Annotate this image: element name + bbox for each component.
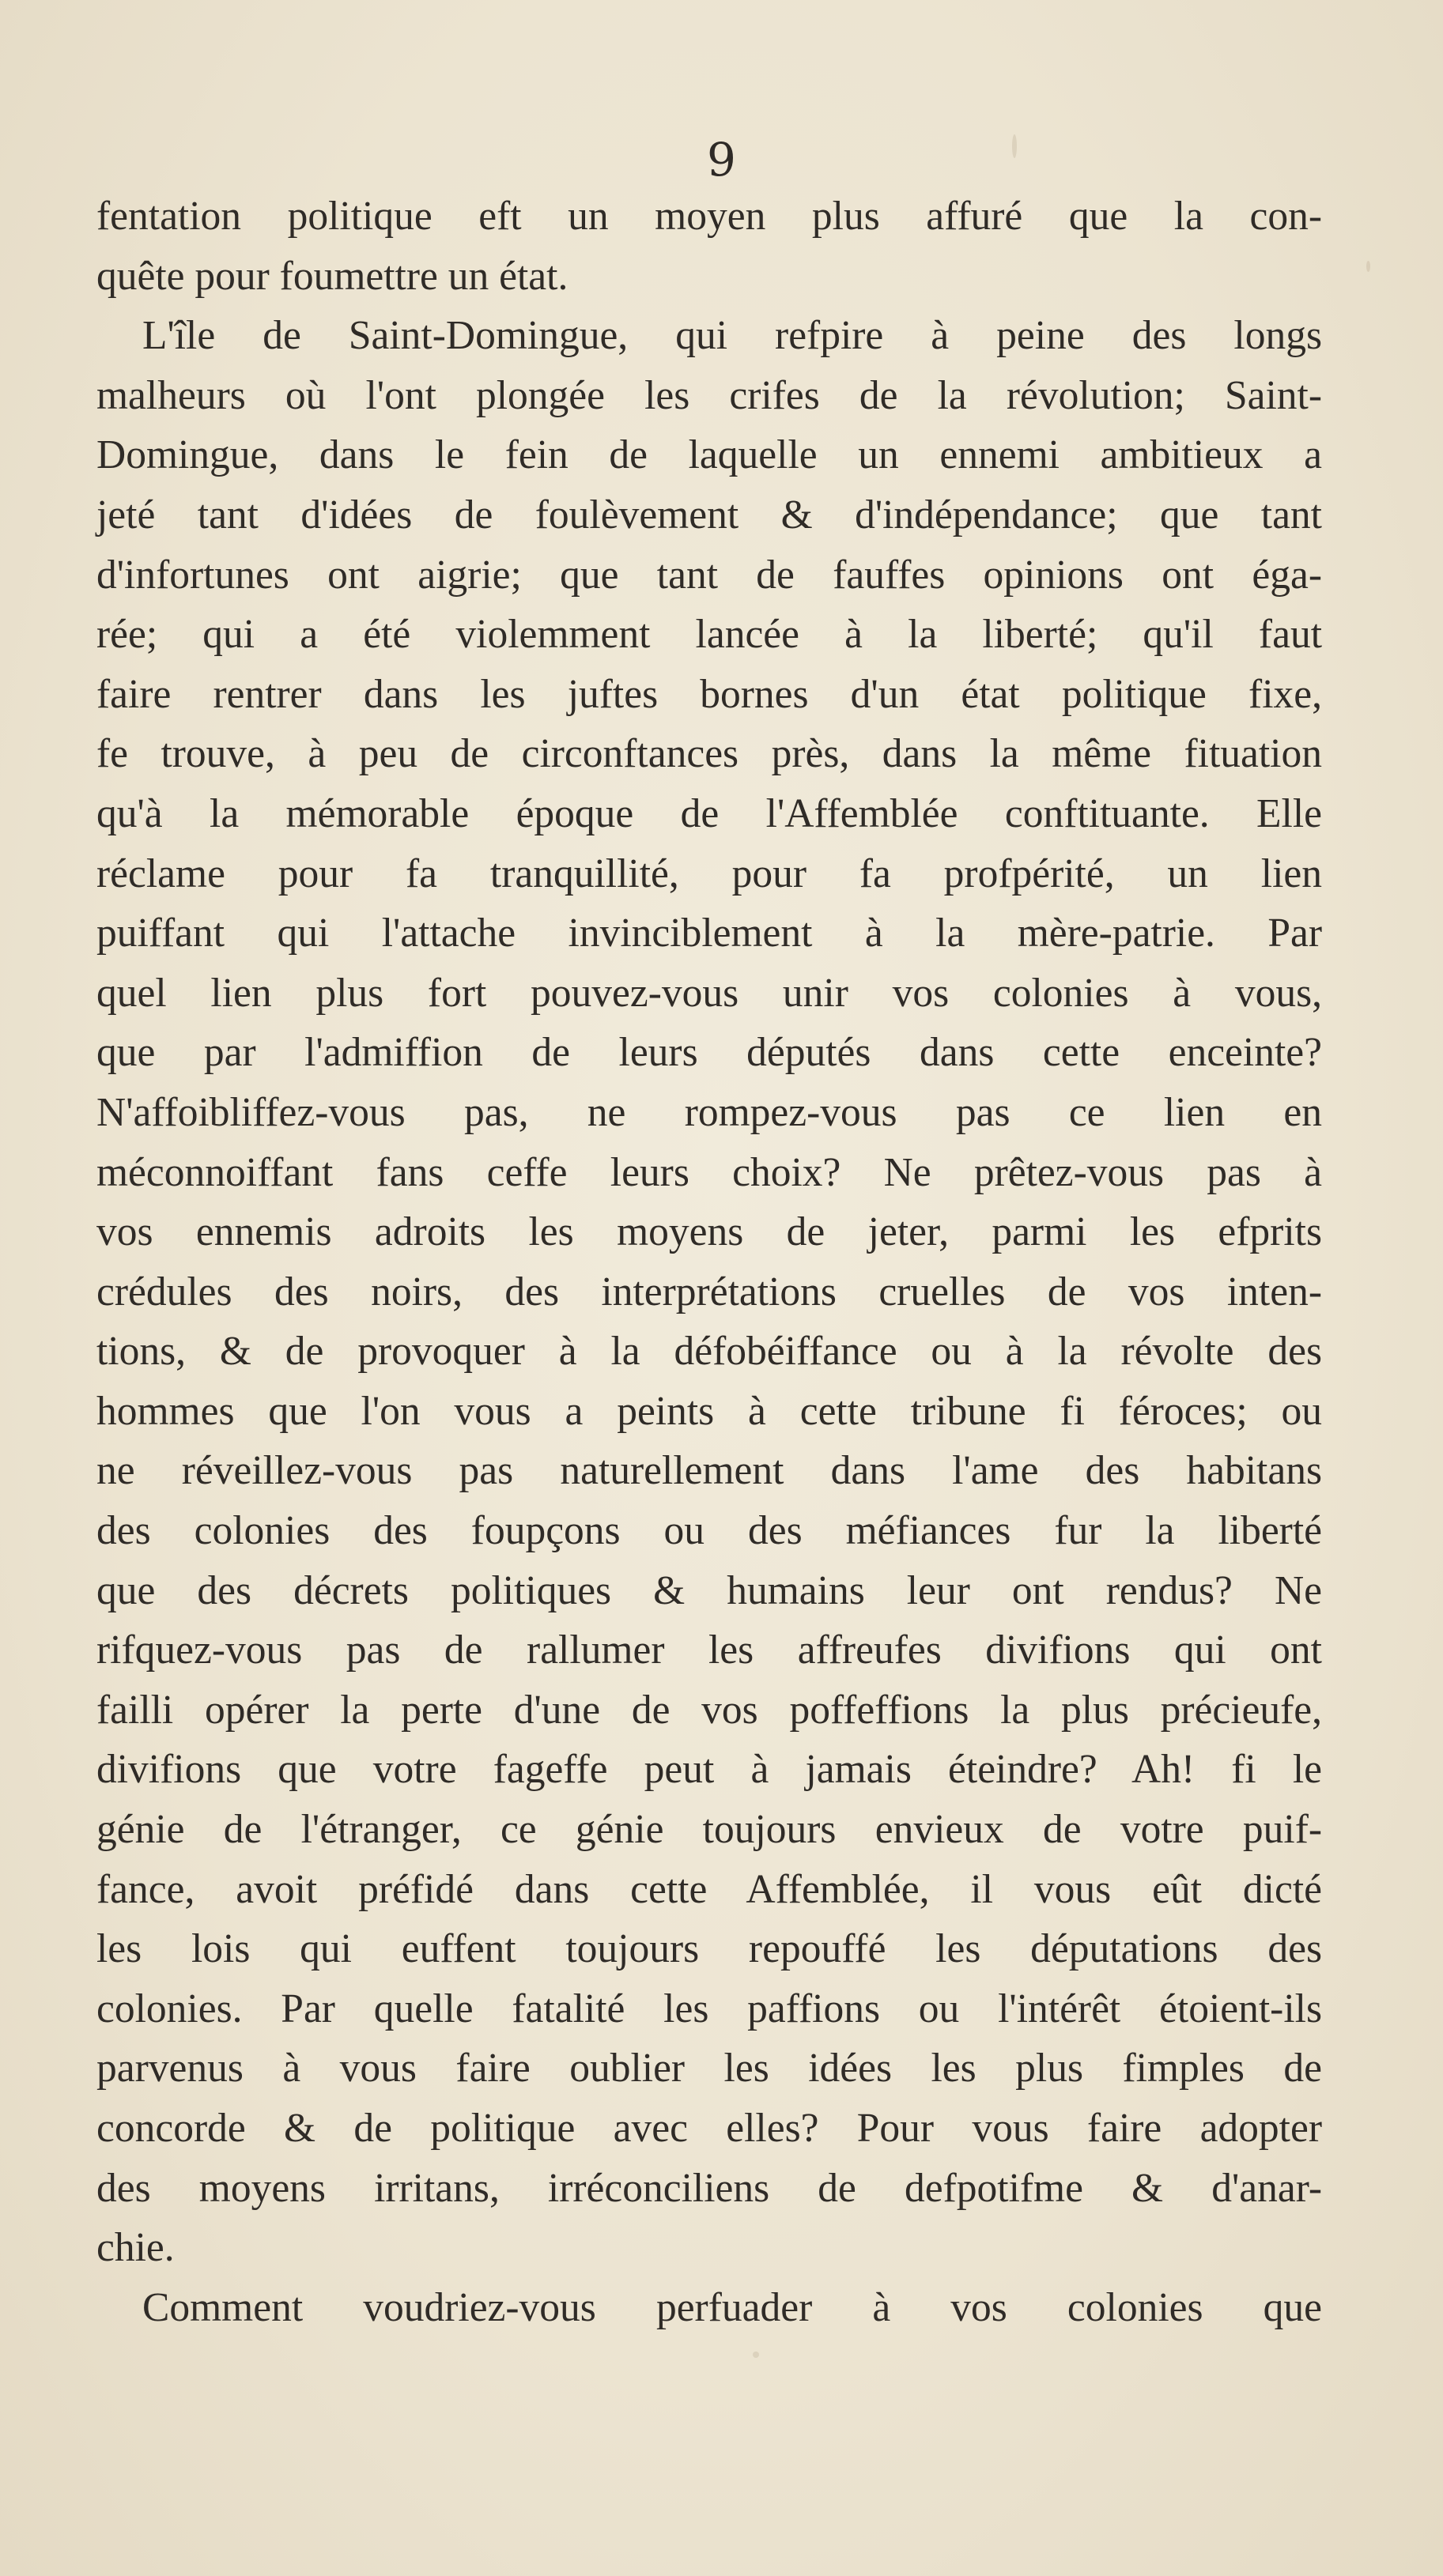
- text-line: malheurs où l'ont plongée les crifes de la révolution; Saint-: [96, 372, 1322, 418]
- text-line: failli opérer la perte d'une de vos poffeffions la plus précieufe,: [96, 1687, 1322, 1733]
- body-text: [96, 187, 1322, 2337]
- text-line: les lois qui euffent toujours repouffé les députations des: [96, 1926, 1322, 1972]
- text-line: fance, avoit préfidé dans cette Affemblée, il vous eût dicté: [96, 1866, 1322, 1912]
- text-line: que des décrets politiques & humains leur ont rendus? Ne: [96, 1567, 1322, 1613]
- text-line: méconnoiffant fans ceffe leurs choix? Ne prêtez-vous pas à: [96, 1149, 1322, 1195]
- text-line: d'infortunes ont aigrie; que tant de fauffes opinions ont éga-: [96, 552, 1322, 598]
- text-line: rée; qui a été violemment lancée à la liberté; qu'il faut: [96, 612, 1322, 658]
- text-line: Domingue, dans le fein de laquelle un ennemi ambitieux a: [96, 432, 1322, 478]
- text-line: génie de l'étranger, ce génie toujours envieux de votre puif-: [96, 1807, 1322, 1853]
- text-line: fe trouve, à peu de circonftances près, dans la même fituation: [96, 731, 1322, 777]
- text-line: parvenus à vous faire oublier les idées les plus fimples de: [96, 2046, 1322, 2091]
- text-line: crédules des noirs, des interprétations cruelles de vos inten-: [96, 1269, 1322, 1314]
- text-line: hommes que l'on vous a peints à cette tribune fi féroces; ou: [96, 1388, 1322, 1434]
- text-line: réclame pour fa tranquillité, pour fa profpérité, un lien: [96, 850, 1322, 896]
- text-line: des moyens irritans, irréconciliens de defpotifme & d'anar-: [96, 2165, 1322, 2211]
- text-line: quel lien plus fort pouvez-vous unir vos colonies à vous,: [96, 970, 1322, 1016]
- text-line: que par l'admiffion de leurs députés dans cette enceinte?: [96, 1030, 1322, 1076]
- paper-mark: [753, 2352, 759, 2358]
- text-line: N'affoibliffez-vous pas, ne rompez-vous pas ce lien en: [96, 1089, 1322, 1135]
- text-line: des colonies des foupçons ou des méfiances fur la liberté: [96, 1508, 1322, 1554]
- text-line: rifquez-vous pas de rallumer les affreufes divifions qui ont: [96, 1627, 1322, 1673]
- page-number: 9: [707, 133, 736, 187]
- text-line: qu'à la mémorable époque de l'Affemblée conftituante. Elle: [96, 790, 1322, 836]
- text-line: chie.: [96, 2225, 175, 2271]
- text-line: divifions que votre fageffe peut à jamais éteindre? Ah! fi le: [96, 1747, 1322, 1793]
- text-line: quête pour foumettre un état.: [96, 253, 569, 299]
- text-line: vos ennemis adroits les moyens de jeter, parmi les efprits: [96, 1209, 1322, 1255]
- text-line: concorde & de politique avec elles? Pour vous faire adopter: [96, 2106, 1322, 2151]
- paragraph-first-line: L'île de Saint-Domingue, qui refpire à peine des longs: [142, 313, 1322, 359]
- text-line: ne réveillez-vous pas naturellement dans l'ame des habitans: [96, 1448, 1322, 1494]
- text-line: colonies. Par quelle fatalité les paffions ou l'intérêt étoient-ils: [96, 1986, 1322, 2031]
- text-line: fentation politique eft un moyen plus affuré que la con-: [96, 194, 1322, 239]
- text-line: jeté tant d'idées de foulèvement & d'indépendance; que tant: [96, 492, 1322, 537]
- text-line: puiffant qui l'attache invinciblement à la mère-patrie. Par: [96, 911, 1322, 956]
- text-line: tions, & de provoquer à la défobéiffance ou à la révolte des: [96, 1329, 1322, 1375]
- text-line: faire rentrer dans les juftes bornes d'un état politique fixe,: [96, 671, 1322, 717]
- paper-mark: [1366, 261, 1370, 272]
- paragraph-first-line: Comment voudriez-vous perfuader à vos colonies que: [142, 2284, 1322, 2330]
